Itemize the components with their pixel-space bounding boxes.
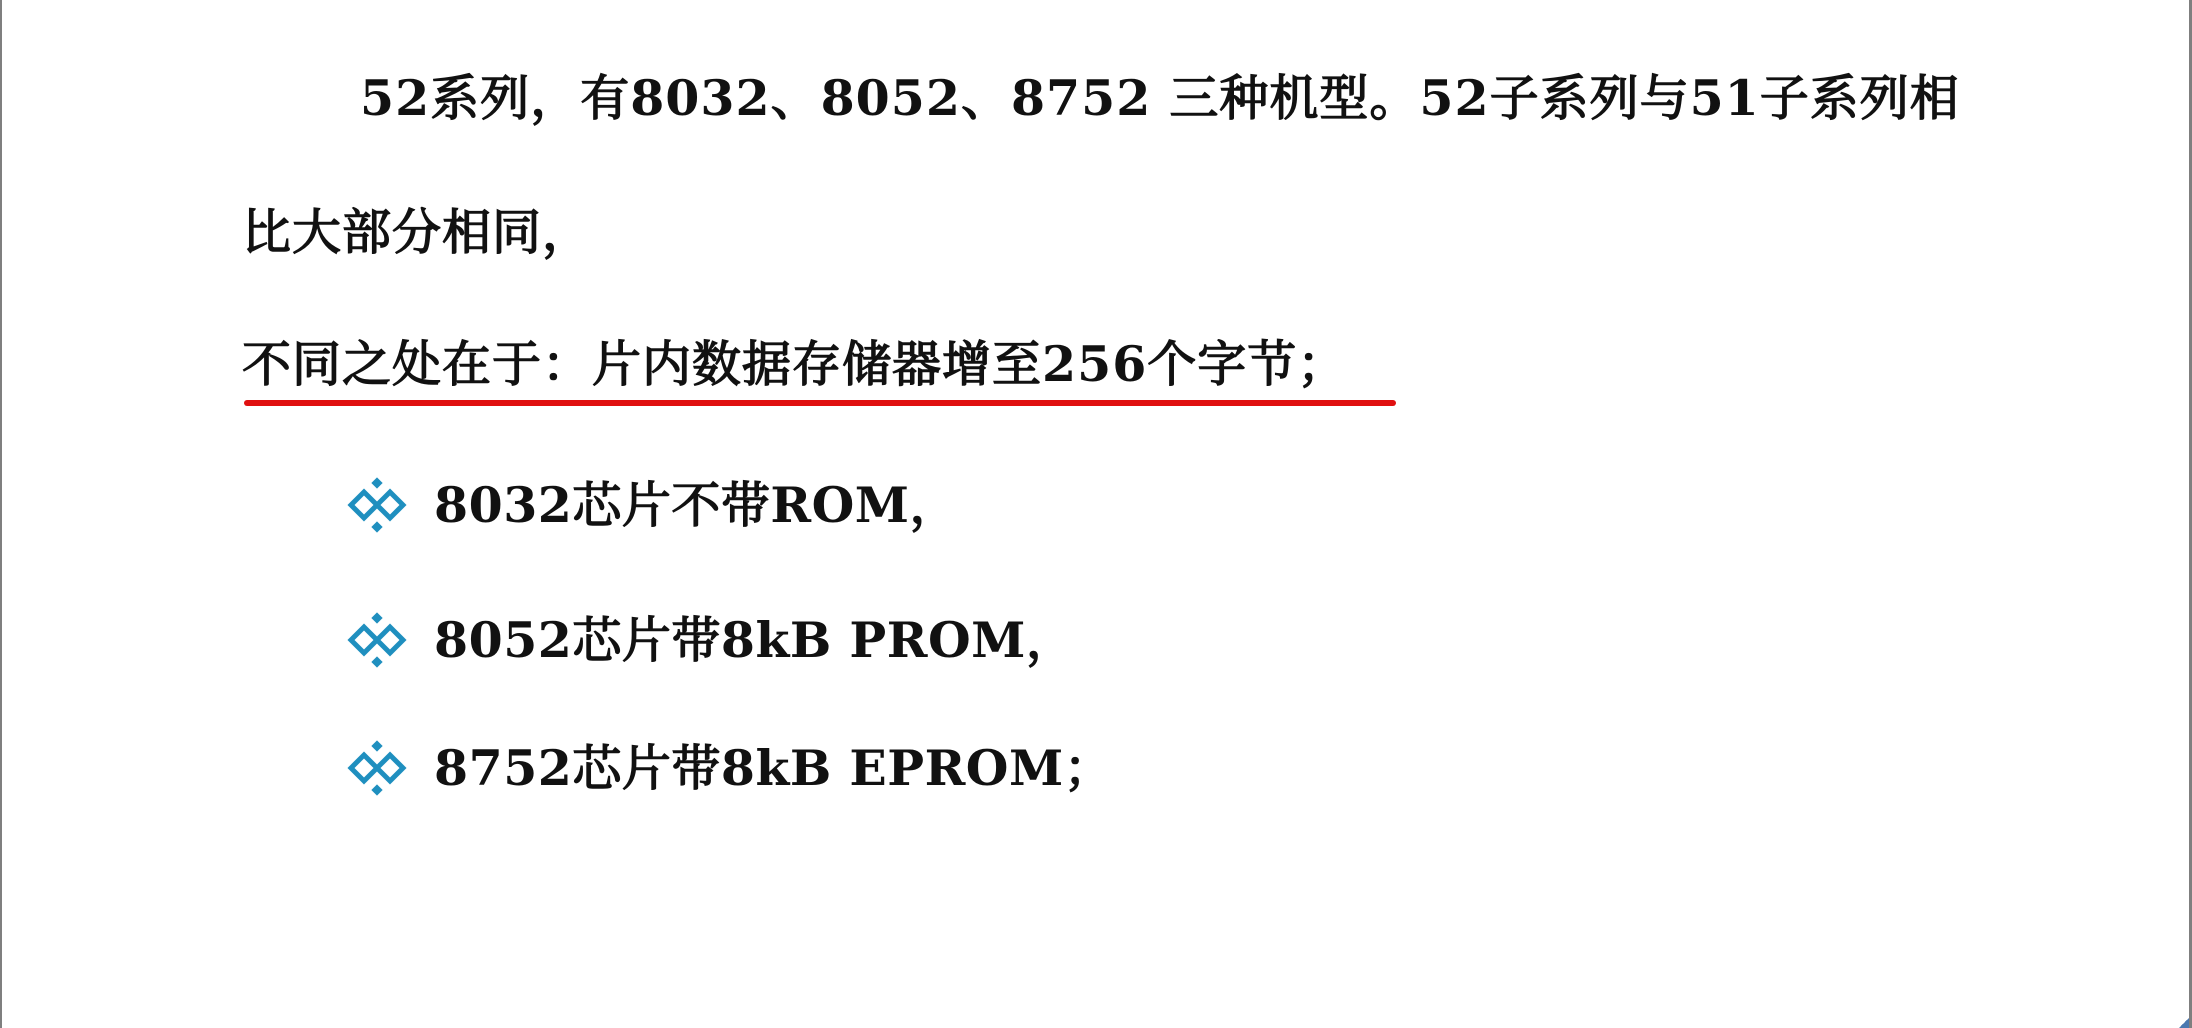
paragraph-line-3: 不同之处在于：片内数据存储器增至256个字节； [242, 335, 1348, 393]
bullet-item [347, 605, 1075, 675]
paragraph-line-2: 比大部分相同， [242, 203, 593, 261]
bullet-item [347, 733, 1113, 803]
bullet-item [347, 470, 959, 540]
diamond-bullet-icon [347, 738, 407, 798]
paragraph-line-1: 52系列，有8032、8052、8752 三种机型。52子系列与51子系列相 [360, 69, 1960, 127]
red-underline [244, 400, 1396, 406]
bullet-text: 8032芯片不带ROM， [434, 476, 960, 534]
diamond-bullet-icon [347, 610, 407, 670]
bullet-text: 8052芯片带8kB PROM， [434, 611, 1076, 669]
bullet-text: 8752芯片带8kB EPROM； [434, 739, 1114, 797]
resize-corner-icon[interactable] [2179, 1018, 2189, 1028]
diamond-bullet-icon [347, 475, 407, 535]
